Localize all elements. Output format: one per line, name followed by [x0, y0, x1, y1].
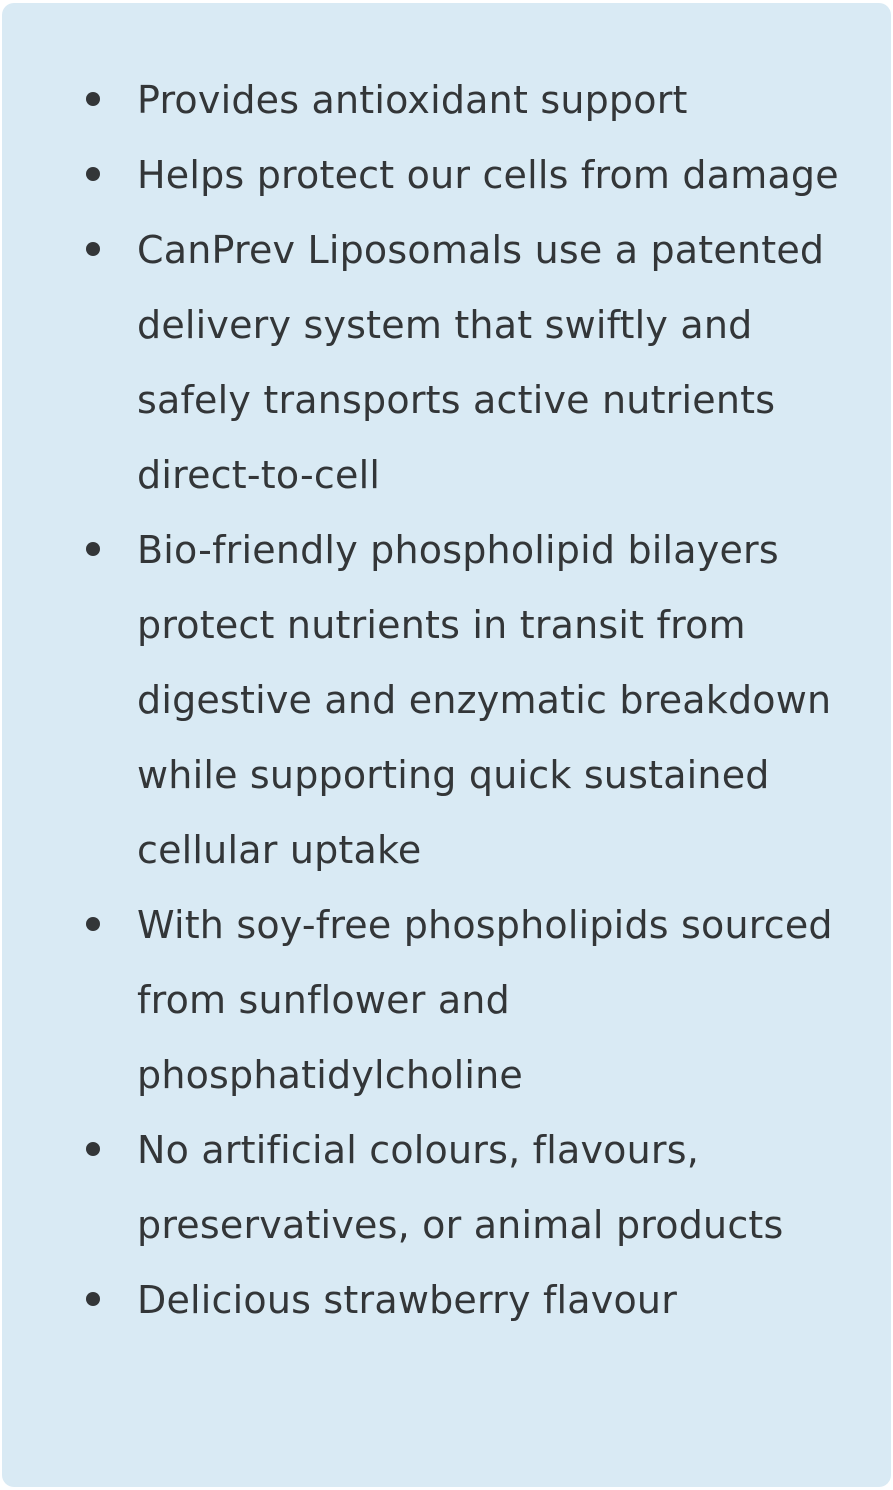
bullet-icon	[86, 242, 100, 256]
feature-text: Helps protect our cells from damage	[137, 153, 839, 197]
feature-text: Bio-friendly phospholipid bilayers protect nutrients in transit from digestive and enzymatic breakdown while supporting quick sustained cellular uptake	[137, 528, 832, 872]
feature-text: No artificial colours, flavours, preservatives, or animal products	[137, 1128, 784, 1247]
bullet-icon	[86, 167, 100, 181]
feature-text: CanPrev Liposomals use a patented delivery system that swiftly and safely transports active nutrients direct-to-cell	[137, 228, 825, 497]
bullet-icon	[86, 1142, 100, 1156]
bullet-icon	[86, 1292, 100, 1306]
feature-list-item	[2, 213, 891, 513]
bullet-icon	[86, 542, 100, 556]
feature-text: With soy-free phospholipids sourced from sunflower and phosphatidylcholine	[137, 903, 833, 1097]
feature-list-item	[2, 138, 891, 213]
feature-list-item	[2, 63, 891, 138]
feature-list-item	[2, 513, 891, 888]
feature-list-item	[2, 1113, 891, 1263]
feature-list	[2, 63, 891, 1338]
feature-list-item	[2, 888, 891, 1113]
feature-text: Provides antioxidant support	[137, 78, 688, 122]
feature-text: Delicious strawberry flavour	[137, 1278, 678, 1322]
bullet-icon	[86, 92, 100, 106]
features-panel	[2, 3, 891, 1487]
bullet-icon	[86, 917, 100, 931]
feature-list-item	[2, 1263, 891, 1338]
